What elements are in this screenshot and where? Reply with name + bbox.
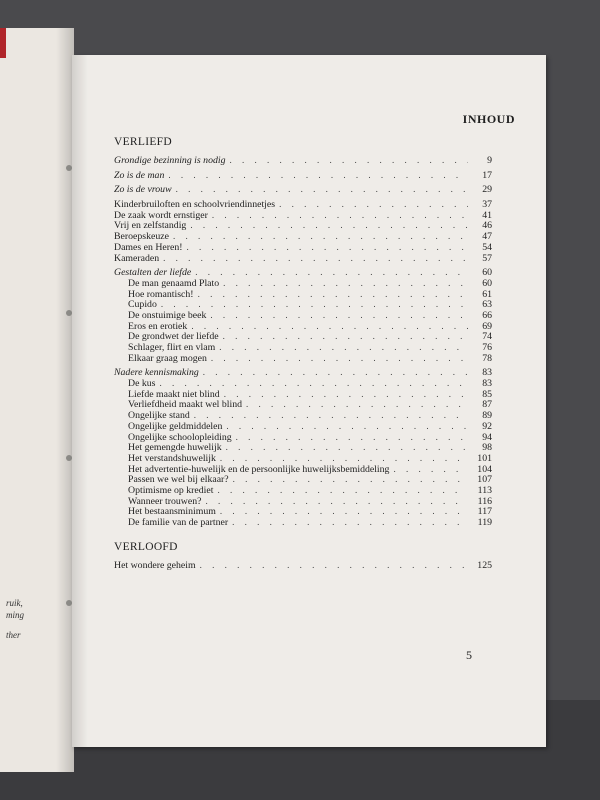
dot-leader	[211, 353, 468, 364]
toc-entry-title: Kameraden	[114, 252, 160, 264]
dot-leader	[190, 220, 468, 231]
toc-entry-page: 87	[482, 399, 492, 411]
left-page-fragment: ruik,	[6, 598, 23, 608]
toc-entry-page: 98	[482, 442, 492, 454]
toc-entry-page: 61	[482, 288, 492, 300]
toc-entry-page: 107	[477, 474, 492, 486]
toc-entry[interactable]	[114, 517, 492, 528]
toc-entry-page: 17	[482, 169, 492, 181]
section-heading: VERLIEFD	[114, 136, 172, 148]
toc-entry-page: 117	[477, 506, 492, 518]
toc-entry-page: 74	[482, 331, 492, 343]
dot-leader	[168, 170, 468, 181]
table-of-contents	[114, 131, 492, 570]
toc-entry[interactable]	[114, 399, 492, 410]
toc-entry-title: Hoe romantisch!	[128, 288, 194, 300]
dot-leader	[279, 199, 468, 210]
toc-entry-title: Het advertentie-huwelijk en de persoonlijke huwelijksbemiddeling	[128, 463, 390, 475]
toc-entry-page: 60	[482, 277, 492, 289]
toc-entry[interactable]	[114, 170, 492, 181]
dot-leader	[176, 184, 468, 195]
toc-entry[interactable]	[114, 184, 492, 195]
toc-entry-title: Elkaar graag mogen	[128, 352, 207, 364]
page-title: INHOUD	[462, 112, 515, 126]
dot-leader	[187, 242, 468, 253]
toc-entry-page: 41	[482, 209, 492, 221]
dot-leader	[200, 560, 468, 571]
toc-entry-page: 66	[482, 309, 492, 321]
dot-leader	[205, 496, 468, 507]
left-page	[0, 28, 74, 772]
toc-entry-page: 116	[477, 495, 492, 507]
dot-leader	[220, 506, 468, 517]
toc-entry-title: Nadere kennismaking	[114, 367, 199, 379]
toc-entry-page: 46	[482, 220, 492, 232]
toc-entry[interactable]	[114, 289, 492, 300]
toc-entry-title: Eros en erotiek	[128, 320, 188, 332]
toc-entry-title: Schlager, flirt en vlam	[128, 342, 216, 353]
toc-entry[interactable]	[114, 496, 492, 507]
toc-entry-title: De zaak wordt ernstiger	[114, 209, 208, 221]
toc-entry[interactable]	[114, 453, 492, 464]
toc-entry[interactable]	[114, 442, 492, 453]
dot-leader	[236, 432, 468, 443]
toc-entry[interactable]	[114, 389, 492, 400]
toc-entry-page: 92	[482, 420, 492, 432]
dot-leader	[220, 453, 468, 464]
dot-leader	[219, 342, 468, 353]
dot-leader	[229, 155, 468, 166]
toc-entry-page: 60	[482, 267, 492, 279]
toc-entry-title: Gestalten der liefde	[114, 267, 192, 279]
toc-entry-page: 104	[477, 463, 492, 475]
toc-entry[interactable]	[114, 155, 492, 166]
toc-entry-page: 85	[482, 388, 492, 400]
dot-leader	[226, 421, 468, 432]
toc-entry-title: De onstuimige beek	[128, 309, 207, 321]
dot-leader	[224, 389, 468, 400]
toc-entry[interactable]	[114, 331, 492, 342]
toc-entry-title: De kus	[128, 378, 156, 390]
dot-leader	[226, 442, 468, 453]
dot-leader	[191, 321, 468, 332]
toc-entry-page: 47	[482, 231, 492, 243]
dot-leader	[194, 410, 468, 421]
toc-entry-title: Grondige bezinning is nodig	[114, 155, 226, 166]
dot-leader	[159, 378, 468, 389]
toc-entry-title: Vrij en zelfstandig	[114, 220, 187, 232]
toc-entry-title: Zo is de vrouw	[114, 184, 172, 196]
dot-leader	[223, 331, 468, 342]
toc-entry-page: 37	[482, 199, 492, 211]
dot-leader	[203, 367, 468, 378]
toc-entry-title: Cupido	[128, 299, 157, 311]
dot-leader	[212, 210, 468, 221]
toc-entry[interactable]	[114, 410, 492, 421]
toc-entry-page: 69	[482, 320, 492, 332]
toc-entry-title: Het gemengde huwelijk	[128, 442, 222, 454]
toc-entry[interactable]	[114, 378, 492, 389]
toc-entry-title: De man genaamd Plato	[128, 277, 220, 289]
toc-entry-title: Wanneer trouwen?	[128, 495, 202, 507]
dot-leader	[246, 399, 468, 410]
toc-entry[interactable]	[114, 342, 492, 353]
toc-entry-title: Passen we wel bij elkaar?	[128, 474, 229, 486]
section-heading: VERLOOFD	[114, 540, 178, 553]
toc-entry[interactable]	[114, 464, 492, 475]
toc-entry-title: Kinderbruiloften en schoolvriendinnetjes	[114, 199, 276, 211]
toc-entry-title: Ongelijke stand	[128, 410, 190, 422]
toc-entry[interactable]	[114, 199, 492, 210]
toc-entry-title: Verliefdheid maakt wel blind	[128, 399, 242, 411]
toc-entry[interactable]	[114, 242, 492, 253]
dot-leader	[393, 464, 468, 475]
toc-entry[interactable]	[114, 321, 492, 332]
toc-entry-page: 113	[477, 484, 492, 496]
toc-entry[interactable]	[114, 432, 492, 443]
toc-entry[interactable]	[114, 506, 492, 517]
toc-entry-page: 57	[482, 252, 492, 264]
toc-entry[interactable]	[114, 253, 492, 264]
toc-entry[interactable]	[114, 485, 492, 496]
dot-leader	[217, 485, 468, 496]
toc-entry[interactable]	[114, 231, 492, 242]
toc-entry-page: 29	[482, 184, 492, 196]
toc-entry[interactable]	[114, 353, 492, 364]
toc-entry-title: Liefde maakt niet blind	[128, 388, 220, 400]
toc-entry-title: De familie van de partner	[128, 517, 229, 528]
toc-entry-page: 101	[477, 452, 492, 464]
toc-entry-title: Dames en Heren!	[114, 241, 183, 253]
dot-leader	[210, 310, 468, 321]
toc-entry[interactable]	[114, 560, 492, 571]
toc-entry-page: 89	[482, 410, 492, 422]
page-number: 5	[466, 648, 472, 662]
toc-entry-title: Ongelijke geldmiddelen	[128, 420, 223, 432]
toc-entry[interactable]	[114, 278, 492, 289]
toc-entry-page: 119	[477, 517, 492, 528]
toc-entry[interactable]	[114, 367, 492, 378]
toc-entry-page: 83	[482, 367, 492, 379]
toc-entry-title: Beroepskeuze	[114, 231, 169, 243]
contents-page	[72, 55, 546, 747]
toc-entry[interactable]	[114, 421, 492, 432]
toc-entry-page: 78	[482, 352, 492, 364]
dot-leader	[233, 474, 468, 485]
toc-entry[interactable]	[114, 299, 492, 310]
toc-entry[interactable]	[114, 310, 492, 321]
dot-leader	[198, 289, 468, 300]
toc-entry-title: Het wondere geheim	[114, 559, 196, 571]
left-page-fragment: ming	[6, 610, 24, 620]
toc-entry-page: 9	[487, 155, 492, 166]
toc-entry-page: 76	[482, 342, 492, 353]
left-page-fragment: ther	[6, 630, 21, 640]
dot-leader	[195, 267, 468, 278]
toc-entry-title: Zo is de man	[114, 169, 165, 181]
toc-entry[interactable]	[114, 220, 492, 231]
toc-entry-title: Het verstandshuwelijk	[128, 452, 216, 464]
toc-entry-page: 63	[482, 299, 492, 311]
toc-entry-page: 94	[482, 431, 492, 443]
toc-entry-title: Ongelijke schoolopleiding	[128, 431, 232, 443]
toc-entry-title: De grondwet der liefde	[128, 331, 219, 343]
dot-leader	[223, 278, 468, 289]
toc-entry[interactable]	[114, 267, 492, 278]
toc-entry-title: Optimisme op krediet	[128, 484, 214, 496]
red-book-edge	[0, 28, 6, 58]
dot-leader	[232, 517, 468, 528]
dot-leader	[173, 231, 468, 242]
dot-leader	[163, 253, 468, 264]
toc-entry-page: 83	[482, 378, 492, 390]
toc-entry-page: 125	[477, 559, 492, 571]
toc-entry[interactable]	[114, 474, 492, 485]
toc-entry[interactable]	[114, 210, 492, 221]
dot-leader	[161, 299, 468, 310]
toc-entry-page: 54	[482, 241, 492, 253]
toc-entry-title: Het bestaansminimum	[128, 506, 216, 518]
